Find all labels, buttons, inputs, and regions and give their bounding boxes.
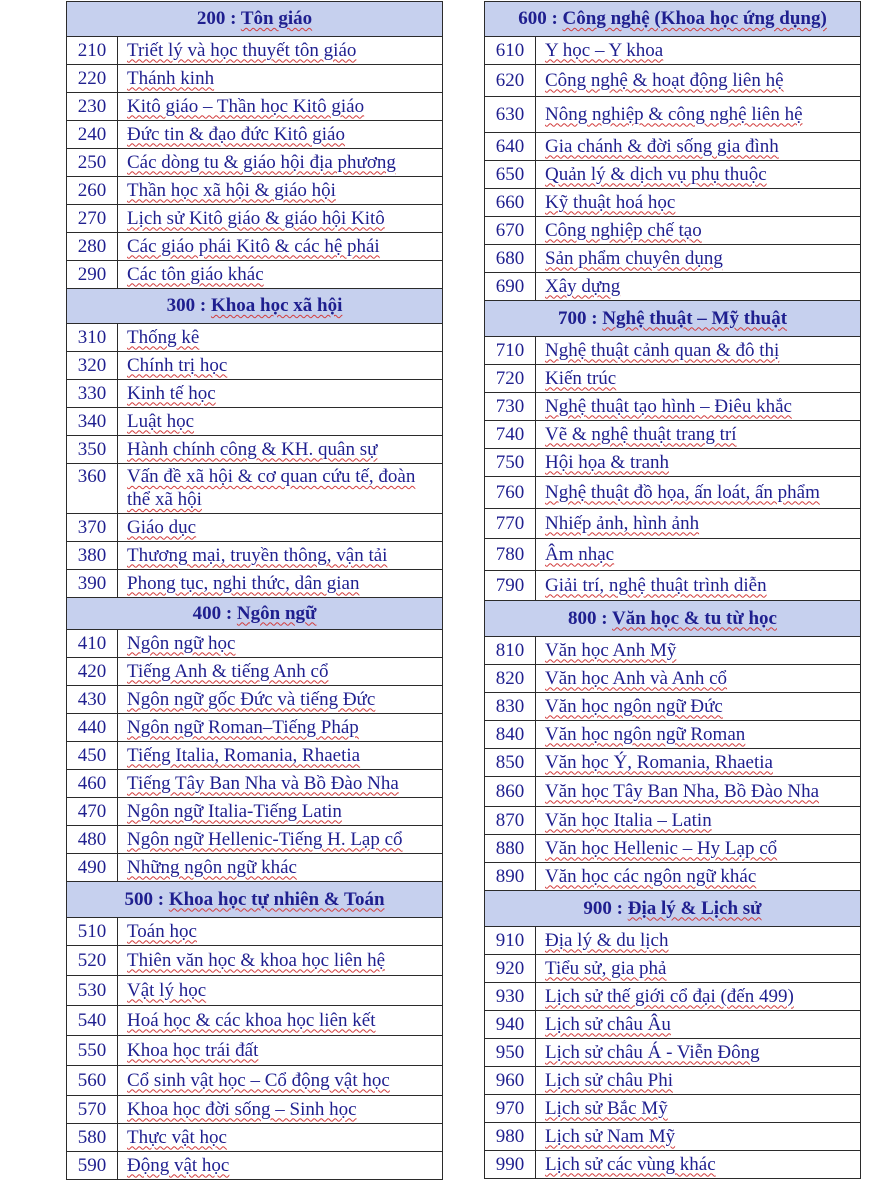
class-label: Gia chánh & đời sống gia đình bbox=[536, 133, 861, 161]
class-label: Khoa học trái đất bbox=[118, 1036, 443, 1066]
class-label: Kitô giáo – Thần học Kitô giáo bbox=[118, 93, 443, 121]
class-code: 750 bbox=[485, 449, 536, 477]
class-code: 420 bbox=[67, 658, 118, 686]
table-row bbox=[485, 665, 861, 693]
section-code: 200 bbox=[196, 8, 226, 29]
class-code: 920 bbox=[485, 955, 536, 983]
class-label: Các tôn giáo khác bbox=[118, 261, 443, 289]
table-row bbox=[67, 233, 443, 261]
table-row bbox=[67, 93, 443, 121]
section-code: 900 bbox=[583, 897, 612, 919]
class-label: Giáo dục bbox=[118, 514, 443, 542]
class-label: Văn học Anh và Anh cổ bbox=[536, 665, 861, 693]
table-row bbox=[67, 514, 443, 542]
table-row bbox=[485, 477, 861, 509]
class-code: 370 bbox=[67, 514, 118, 542]
class-code: 590 bbox=[67, 1152, 118, 1180]
class-code: 710 bbox=[485, 337, 536, 365]
table-row bbox=[485, 983, 861, 1011]
class-label: Văn học Ý, Romania, Rhaetia bbox=[536, 749, 861, 777]
class-code: 670 bbox=[485, 217, 536, 245]
class-code: 630 bbox=[485, 97, 536, 133]
table-row bbox=[67, 918, 443, 946]
table-row bbox=[67, 1066, 443, 1096]
class-label: Phong tục, nghi thức, dân gian bbox=[118, 570, 443, 598]
class-code: 810 bbox=[485, 637, 536, 665]
table-row bbox=[67, 121, 443, 149]
class-code: 280 bbox=[67, 233, 118, 261]
class-label: Các dòng tu & giáo hội địa phương bbox=[118, 149, 443, 177]
class-code: 440 bbox=[67, 714, 118, 742]
class-code: 820 bbox=[485, 665, 536, 693]
class-code: 390 bbox=[67, 570, 118, 598]
class-code: 960 bbox=[485, 1067, 536, 1095]
table-row bbox=[485, 637, 861, 665]
class-code: 860 bbox=[485, 777, 536, 807]
table-row bbox=[485, 1123, 861, 1151]
section-header-800 bbox=[485, 601, 861, 637]
class-label: Văn học ngôn ngữ Đức bbox=[536, 693, 861, 721]
table-row bbox=[67, 65, 443, 93]
class-label: Các giáo phái Kitô & các hệ phái bbox=[118, 233, 443, 261]
class-code: 620 bbox=[485, 65, 536, 97]
class-label: Ngôn ngữ Italia-Tiếng Latin bbox=[118, 798, 443, 826]
class-code: 760 bbox=[485, 477, 536, 509]
table-row bbox=[67, 1036, 443, 1066]
class-code: 310 bbox=[67, 324, 118, 352]
table-row bbox=[67, 976, 443, 1006]
class-code: 650 bbox=[485, 161, 536, 189]
class-code: 290 bbox=[67, 261, 118, 289]
table-row bbox=[485, 1039, 861, 1067]
table-row bbox=[67, 770, 443, 798]
class-code: 870 bbox=[485, 807, 536, 835]
table-row bbox=[485, 539, 861, 571]
table-row bbox=[67, 658, 443, 686]
class-label: Vẽ & nghệ thuật trang trí bbox=[536, 421, 861, 449]
class-code: 610 bbox=[485, 37, 536, 65]
table-row bbox=[485, 37, 861, 65]
class-label: Âm nhạc bbox=[536, 539, 861, 571]
class-label: Lịch sử thế giới cổ đại (đến 499) bbox=[536, 983, 861, 1011]
class-code: 260 bbox=[67, 177, 118, 205]
table-row bbox=[67, 380, 443, 408]
table-row bbox=[485, 955, 861, 983]
table-row bbox=[485, 161, 861, 189]
class-label: Chính trị học bbox=[118, 352, 443, 380]
class-label: Xây dựng bbox=[536, 273, 861, 301]
class-code: 480 bbox=[67, 826, 118, 854]
table-row bbox=[67, 205, 443, 233]
class-label: Ngôn ngữ gốc Đức và tiếng Đức bbox=[118, 686, 443, 714]
section-code: 300 bbox=[166, 295, 196, 316]
class-code: 410 bbox=[67, 630, 118, 658]
table-row bbox=[485, 927, 861, 955]
section-title: 600 : Công nghệ (Khoa học ứng dụng) bbox=[485, 2, 861, 37]
table-row bbox=[67, 261, 443, 289]
class-label: Thiên văn học & khoa học liên hệ bbox=[118, 946, 443, 976]
class-label: Văn học các ngôn ngữ khác bbox=[536, 863, 861, 891]
class-label: Luật học bbox=[118, 408, 443, 436]
class-code: 570 bbox=[67, 1096, 118, 1124]
class-code: 270 bbox=[67, 205, 118, 233]
table-row bbox=[67, 1124, 443, 1152]
table-row bbox=[67, 686, 443, 714]
section-title: 700 : Nghệ thuật – Mỹ thuật bbox=[485, 301, 861, 337]
class-code: 680 bbox=[485, 245, 536, 273]
section-name: Văn học & tu từ học bbox=[612, 607, 777, 629]
table-row bbox=[485, 217, 861, 245]
class-code: 350 bbox=[67, 436, 118, 464]
table-row bbox=[485, 1011, 861, 1039]
class-label: Thánh kinh bbox=[118, 65, 443, 93]
table-row bbox=[485, 863, 861, 891]
class-code: 950 bbox=[485, 1039, 536, 1067]
section-code: 600 bbox=[518, 8, 547, 29]
class-code: 490 bbox=[67, 854, 118, 882]
table-row bbox=[485, 245, 861, 273]
table-row bbox=[67, 946, 443, 976]
class-label: Kỹ thuật hoá học bbox=[536, 189, 861, 217]
class-code: 850 bbox=[485, 749, 536, 777]
table-row bbox=[67, 1096, 443, 1124]
table-row bbox=[67, 408, 443, 436]
table-row bbox=[485, 189, 861, 217]
ddc-table-right bbox=[484, 1, 861, 1179]
class-code: 780 bbox=[485, 539, 536, 571]
table-row bbox=[485, 449, 861, 477]
class-label: Văn học Anh Mỹ bbox=[536, 637, 861, 665]
section-title: 800 : Văn học & tu từ học bbox=[485, 601, 861, 637]
class-label: Lịch sử các vùng khác bbox=[536, 1151, 861, 1179]
class-code: 320 bbox=[67, 352, 118, 380]
class-label: Khoa học đời sống – Sinh học bbox=[118, 1096, 443, 1124]
class-code: 740 bbox=[485, 421, 536, 449]
class-code: 930 bbox=[485, 983, 536, 1011]
table-row bbox=[67, 436, 443, 464]
class-code: 580 bbox=[67, 1124, 118, 1152]
class-label: Nhiếp ảnh, hình ảnh bbox=[536, 509, 861, 539]
class-label: Triết lý và học thuyết tôn giáo bbox=[118, 37, 443, 65]
section-header-400 bbox=[67, 598, 443, 630]
class-label: Nông nghiệp & công nghệ liên hệ bbox=[536, 97, 861, 133]
table-row bbox=[485, 65, 861, 97]
class-code: 520 bbox=[67, 946, 118, 976]
class-code: 530 bbox=[67, 976, 118, 1006]
section-code: 800 bbox=[568, 607, 597, 629]
class-label: Thương mại, truyền thông, vận tải bbox=[118, 542, 443, 570]
class-label: Ngôn ngữ Hellenic-Tiếng H. Lạp cổ bbox=[118, 826, 443, 854]
ddc-table-left bbox=[66, 1, 443, 1180]
class-label: Nghệ thuật tạo hình – Điêu khắc bbox=[536, 393, 861, 421]
class-label: Lịch sử Bắc Mỹ bbox=[536, 1095, 861, 1123]
table-row bbox=[67, 149, 443, 177]
table-row bbox=[485, 97, 861, 133]
class-label: Hoá học & các khoa học liên kết bbox=[118, 1006, 443, 1036]
class-label: Ngôn ngữ học bbox=[118, 630, 443, 658]
section-name: Khoa học tự nhiên & Toán bbox=[168, 888, 385, 910]
class-label: Lịch sử châu Phi bbox=[536, 1067, 861, 1095]
class-label: Thống kê bbox=[118, 324, 443, 352]
table-row bbox=[67, 630, 443, 658]
section-header-900 bbox=[485, 891, 861, 927]
section-header-500 bbox=[67, 882, 443, 918]
class-label: Lịch sử Nam Mỹ bbox=[536, 1123, 861, 1151]
table-row bbox=[485, 693, 861, 721]
class-label: Nghệ thuật đồ họa, ấn loát, ấn phẩm bbox=[536, 477, 861, 509]
section-title: 400 : Ngôn ngữ bbox=[67, 598, 443, 630]
section-name: Nghệ thuật – Mỹ thuật bbox=[602, 307, 788, 329]
class-code: 660 bbox=[485, 189, 536, 217]
section-code: 400 bbox=[192, 602, 222, 624]
class-label: Kiến trúc bbox=[536, 365, 861, 393]
section-name: Khoa học xã hội bbox=[210, 295, 343, 316]
table-row bbox=[67, 570, 443, 598]
class-code: 730 bbox=[485, 393, 536, 421]
section-header-600 bbox=[485, 2, 861, 37]
section-title: 200 : Tôn giáo bbox=[67, 2, 443, 37]
class-code: 380 bbox=[67, 542, 118, 570]
class-code: 830 bbox=[485, 693, 536, 721]
table-row bbox=[67, 542, 443, 570]
class-label: Hội họa & tranh bbox=[536, 449, 861, 477]
class-label: Vấn đề xã hội & cơ quan cứu tế, đoàn thể xã hội bbox=[118, 464, 443, 514]
class-code: 560 bbox=[67, 1066, 118, 1096]
class-label: Thần học xã hội & giáo hội bbox=[118, 177, 443, 205]
section-code: 500 bbox=[124, 888, 153, 910]
class-code: 230 bbox=[67, 93, 118, 121]
class-code: 720 bbox=[485, 365, 536, 393]
section-header-700 bbox=[485, 301, 861, 337]
class-code: 240 bbox=[67, 121, 118, 149]
table-row bbox=[67, 177, 443, 205]
class-label: Văn học Hellenic – Hy Lạp cổ bbox=[536, 835, 861, 863]
class-code: 220 bbox=[67, 65, 118, 93]
class-label: Lịch sử châu Á - Viễn Đông bbox=[536, 1039, 861, 1067]
table-row bbox=[485, 807, 861, 835]
class-label: Tiểu sử, gia phả bbox=[536, 955, 861, 983]
table-row bbox=[67, 1152, 443, 1180]
table-row bbox=[67, 826, 443, 854]
table-row bbox=[67, 37, 443, 65]
class-code: 340 bbox=[67, 408, 118, 436]
class-label: Công nghiệp chế tạo bbox=[536, 217, 861, 245]
class-code: 910 bbox=[485, 927, 536, 955]
class-label: Tiếng Tây Ban Nha và Bồ Đào Nha bbox=[118, 770, 443, 798]
class-code: 450 bbox=[67, 742, 118, 770]
class-label: Đức tin & đạo đức Kitô giáo bbox=[118, 121, 443, 149]
class-label: Quản lý & dịch vụ phụ thuộc bbox=[536, 161, 861, 189]
class-code: 690 bbox=[485, 273, 536, 301]
class-code: 770 bbox=[485, 509, 536, 539]
class-label: Toán học bbox=[118, 918, 443, 946]
table-row bbox=[485, 777, 861, 807]
table-row bbox=[485, 721, 861, 749]
class-label: Thực vật học bbox=[118, 1124, 443, 1152]
class-label: Lịch sử Kitô giáo & giáo hội Kitô bbox=[118, 205, 443, 233]
class-code: 460 bbox=[67, 770, 118, 798]
table-row bbox=[485, 273, 861, 301]
section-title: 300 : Khoa học xã hội bbox=[67, 289, 443, 324]
section-title: 500 : Khoa học tự nhiên & Toán bbox=[67, 882, 443, 918]
class-label: Kinh tế học bbox=[118, 380, 443, 408]
table-row bbox=[485, 835, 861, 863]
class-code: 250 bbox=[67, 149, 118, 177]
class-label: Cổ sinh vật học – Cổ động vật học bbox=[118, 1066, 443, 1096]
section-name: Tôn giáo bbox=[240, 8, 313, 29]
class-code: 790 bbox=[485, 571, 536, 601]
table-row bbox=[67, 798, 443, 826]
class-code: 330 bbox=[67, 380, 118, 408]
table-row bbox=[485, 133, 861, 161]
class-label: Động vật học bbox=[118, 1152, 443, 1180]
table-row bbox=[67, 464, 443, 514]
table-row bbox=[485, 1095, 861, 1123]
class-label: Hành chính công & KH. quân sự bbox=[118, 436, 443, 464]
class-code: 210 bbox=[67, 37, 118, 65]
class-label: Địa lý & du lịch bbox=[536, 927, 861, 955]
class-code: 890 bbox=[485, 863, 536, 891]
class-code: 470 bbox=[67, 798, 118, 826]
table-row bbox=[485, 337, 861, 365]
class-code: 970 bbox=[485, 1095, 536, 1123]
class-code: 640 bbox=[485, 133, 536, 161]
table-row bbox=[485, 393, 861, 421]
table-row bbox=[485, 749, 861, 777]
class-label: Sản phẩm chuyên dụng bbox=[536, 245, 861, 273]
class-label: Tiếng Anh & tiếng Anh cổ bbox=[118, 658, 443, 686]
table-row bbox=[485, 1067, 861, 1095]
table-row bbox=[67, 854, 443, 882]
class-label: Tiếng Italia, Romania, Rhaetia bbox=[118, 742, 443, 770]
class-label: Văn học Italia – Latin bbox=[536, 807, 861, 835]
class-label: Giải trí, nghệ thuật trình diễn bbox=[536, 571, 861, 601]
class-code: 360 bbox=[67, 464, 118, 514]
table-row bbox=[485, 1151, 861, 1179]
class-label: Những ngôn ngữ khác bbox=[118, 854, 443, 882]
class-code: 880 bbox=[485, 835, 536, 863]
class-code: 540 bbox=[67, 1006, 118, 1036]
section-name: Công nghệ (Khoa học ứng dụng) bbox=[562, 8, 827, 29]
class-label: Công nghệ & hoạt động liên hệ bbox=[536, 65, 861, 97]
class-label: Vật lý học bbox=[118, 976, 443, 1006]
class-code: 840 bbox=[485, 721, 536, 749]
class-code: 550 bbox=[67, 1036, 118, 1066]
section-title: 900 : Địa lý & Lịch sử bbox=[485, 891, 861, 927]
class-label: Nghệ thuật cảnh quan & đô thị bbox=[536, 337, 861, 365]
section-header-200 bbox=[67, 2, 443, 37]
section-name: Ngôn ngữ bbox=[236, 602, 317, 624]
table-row bbox=[485, 509, 861, 539]
table-row bbox=[485, 365, 861, 393]
table-row bbox=[67, 1006, 443, 1036]
class-code: 940 bbox=[485, 1011, 536, 1039]
class-label: Ngôn ngữ Roman–Tiếng Pháp bbox=[118, 714, 443, 742]
class-label: Văn học ngôn ngữ Roman bbox=[536, 721, 861, 749]
class-code: 980 bbox=[485, 1123, 536, 1151]
table-row bbox=[67, 742, 443, 770]
section-header-300 bbox=[67, 289, 443, 324]
table-row bbox=[67, 714, 443, 742]
section-name: Địa lý & Lịch sử bbox=[627, 897, 762, 919]
class-label: Văn học Tây Ban Nha, Bồ Đào Nha bbox=[536, 777, 861, 807]
class-label: Y học – Y khoa bbox=[536, 37, 861, 65]
section-code: 700 bbox=[557, 307, 587, 329]
table-row bbox=[485, 421, 861, 449]
class-code: 990 bbox=[485, 1151, 536, 1179]
class-code: 430 bbox=[67, 686, 118, 714]
table-row bbox=[67, 352, 443, 380]
table-row bbox=[485, 571, 861, 601]
table-row bbox=[67, 324, 443, 352]
class-code: 510 bbox=[67, 918, 118, 946]
class-label: Lịch sử châu Âu bbox=[536, 1011, 861, 1039]
